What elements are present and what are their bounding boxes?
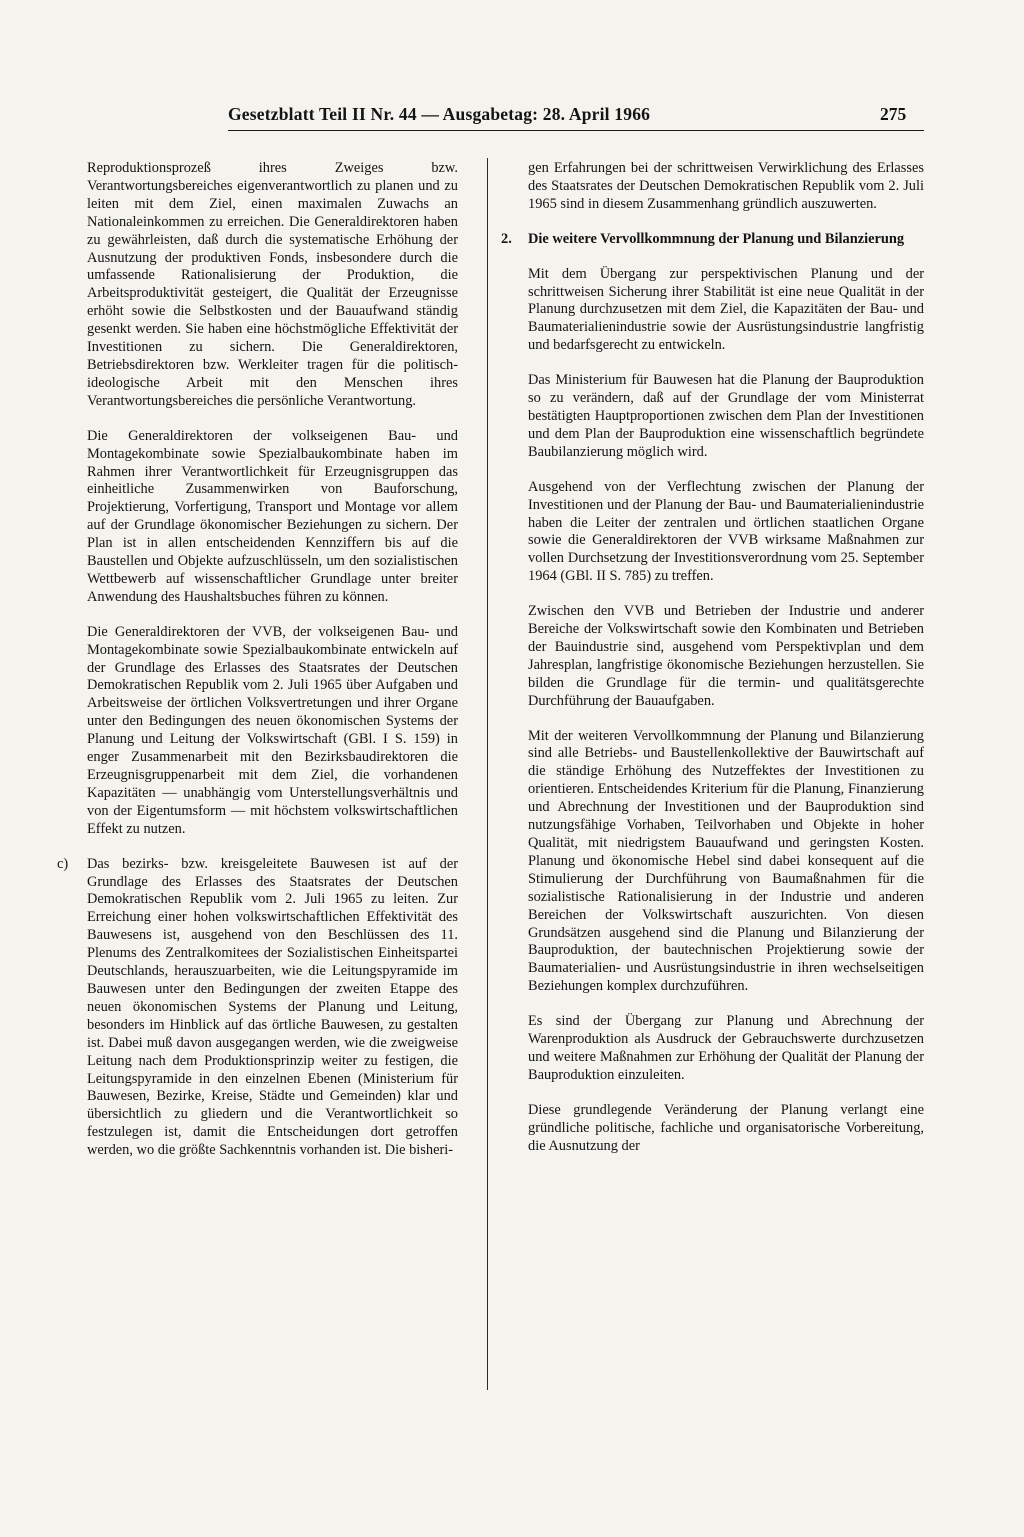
section-heading-text: Die weitere Vervollkommnung der Planung und Bilanzierung: [528, 230, 905, 247]
gazette-header-title: Gesetzblatt Teil II Nr. 44 — Ausgabetag: 28. April 1966: [228, 104, 651, 124]
paragraph-continuation: gen Erfahrungen bei der schrittweisen Verwirklichung des Erlasses des Staatsrates der Deutschen Demokratischen Republik vom 2. Juli 1965 sind in diesem Zusammenhang gründlich auszuwerten.: [528, 160, 924, 212]
list-marker: c): [57, 855, 69, 872]
page-header: [0, 0, 1024, 140]
paragraph: Ausgehend von der Verflechtung zwischen der Planung der Investitionen und der Planung der Bau- und Baumaterialienindustrie haben die Leiter der zentralen und örtlichen staatlichen Organe sowie die Generaldirektoren der VVB wirksame Maßnahmen zur vollen Durchsetzung der Investitionsverordnung vom 25. September 1964 (GBl. II S. 785) zu treffen.: [528, 478, 924, 585]
paragraph: Zwischen den VVB und Betrieben der Industrie und anderer Bereiche der Volkswirtschaft sowie den Kombinaten und Betrieben der Bauindustrie sind, ausgehend vom Perspektivplan und dem Jahresplan, langfristige ökonomische Beziehungen herzustellen. Sie bilden die Grundlage für die termin- und qualitätsgerechte Durchführung der Bauaufgaben.: [528, 603, 924, 709]
paragraph: Mit dem Übergang zur perspektivischen Planung und der schrittweisen Sicherung ihrer Stabilität ist eine neue Qualität in der Planung durchzusetzen mit dem Ziel, die Kapazitäten der Bau- und Baumaterialienindustrie sowie der Ausrüstungsindustrie langfristig und bedarfsgerecht zu entwickeln.: [528, 265, 924, 354]
paragraph: Die Generaldirektoren der volkseigenen Bau- und Montagekombinate sowie Spezialbaukombinate haben im Rahmen ihrer Verantwortlichkeit für Erzeugnisgruppen das einheitliche Zusammenwirken von Bauforschung, Projektierung, Vorfertigung, Transport und Montage vor allem auf der Grundlage ökonomischer Beziehungen zu sichern. Der Plan ist in allen entscheidenden Kennziffern bis auf die Baustellen und Objekte aufzuschlüsseln, um den sozialistischen Wettbewerb auf wissenschaftlicher Grundlage unter breiter Anwendung des Haushaltsbuches führen zu können.: [87, 427, 458, 605]
section-heading: [501, 230, 924, 249]
column-divider: [487, 158, 488, 1390]
list-item-c: [57, 855, 458, 1160]
paragraph: Diese grundlegende Veränderung der Planung verlangt eine gründliche politische, fachliche und organisatorische Vorbereitung, die Ausnutzung der: [528, 1101, 924, 1154]
header-rule: [228, 130, 924, 131]
paragraph: Es sind der Übergang zur Planung und Abrechnung der Warenproduktion als Ausdruck der Gebrauchswerte durchzusetzen und weitere Maßnahmen zur Erhöhung der Qualität der Planung der Bauproduktion einzuleiten.: [528, 1013, 924, 1083]
list-item-text: Das bezirks- bzw. kreisgeleitete Bauwesen ist auf der Grundlage des Erlasses des Staatsrates der Deutschen Demokratischen Republik vom 2. Juli 1965 zu leiten. Zur Erreichung einer hohen volkswirtschaftlichen Effektivität des Bauwesens ist, ausgehend von den Beschlüssen des 11. Plenums des Zentralkomitees der Sozialistischen Einheitspartei Deutschlands, herauszuarbeiten, wie die Leitungspyramide im Bauwesen unter den Bedingungen der zweiten Etappe des neuen ökonomischen Systems der Planung und Leitung, besonders im Hinblick auf das örtliche Bauwesen, zu gestalten ist. Dabei muß davon ausgegangen werden, wie die zweigweise Leitung nach dem Produktionsprinzip weiter zu festigen, die Leitungspyramide in den einzelnen Ebenen (Ministerium für Bauwesen, Bezirke, Kreise, Städte und Gemeinden) klar und übersichtlich zu gliedern und die Verantwortlichkeit so festzulegen ist, damit die Entscheidungen dort getroffen werden, wo die größte Sachkenntnis vorhanden ist. Die bisheri-: [87, 855, 458, 1159]
left-column: [57, 160, 458, 1177]
paragraph: Das Ministerium für Bauwesen hat die Planung der Bauproduktion so zu verändern, daß auf der Grundlage der vom Ministerrat bestätigten Hauptproportionen zwischen dem Plan der Investitionen und dem Plan der Bauproduktion eine wissenschaftlich begründete Baubilanzierung möglich wird.: [528, 372, 924, 460]
paragraph: Reproduktionsprozeß ihres Zweiges bzw. Verantwortungsbereiches eigenverantwortlich zu planen und zu leiten mit dem Ziel, einen maximalen Zuwachs an Nationaleinkommen zu erreichen. Die Generaldirektoren haben zu gewährleisten, daß durch die systematische Erhöhung der Ausnutzung der produktiven Fonds, insbesondere durch die umfassende Rationalisierung der Produktion, die Arbeitsproduktivität gesteigert, die Qualität der Erzeugnisse erhöht sowie die Selbstkosten und der Bauaufwand ständig gesenkt werden. Sie haben eine höchstmögliche Effektivität der Investitionen zu sichern. Die Generaldirektoren, Betriebsdirektoren bzw. Werkleiter tragen für die politisch-ideologische Arbeit mit den Menschen ihres Verantwortungsbereiches die persönliche Verantwortung.: [87, 160, 458, 409]
right-column: [501, 160, 924, 1173]
page-number: 275: [880, 104, 907, 124]
paragraph: Mit der weiteren Vervollkommnung der Planung und Bilanzierung sind alle Betriebs- und Baustellenkollektive der Bauwirtschaft auf die ständige Erhöhung des Nutzeffektes der Investitionen zu orientieren. Entscheidendes Kriterium für die Planung, Finanzierung und Abrechnung der Investitionen und der Bauproduktion sind nutzungsfähige Vorhaben, Teilvorhaben und Objekte in hoher Qualität, mit niedrigstem Bauaufwand und geringsten Kosten. Planung und ökonomische Hebel sind dabei konsequent auf die Stimulierung der Durchführung von Baumaßnahmen für die sozialistische Rationalisierung in der Industrie und anderen Bereichen der Volkswirtschaft auszurichten. Von diesen Grundsätzen ausgehend sind die Planung und Bilanzierung der Bauproduktion, der bautechnischen Projektierung sowie der Baumaterialien- und Ausrüstungsindustrie in ihren wechselseitigen Beziehungen komplex durchzuführen.: [528, 727, 924, 995]
paragraph: Die Generaldirektoren der VVB, der volkseigenen Bau- und Montagekombinate sowie Spezialbaukombinate entwickeln auf der Grundlage des Erlasses des Staatsrates der Deutschen Demokratischen Republik vom 2. Juli 1965 über Aufgaben und Arbeitsweise der örtlichen Volksvertretungen und ihrer Organe unter den Bedingungen des neuen ökonomischen Systems der Planung und Leitung der Volkswirtschaft (GBl. I S. 159) in enger Zusammenarbeit mit den Bezirksbaudirektoren die Erzeugnisgruppenarbeit mit dem Ziel, die vorhandenen Kapazitäten — unabhängig vom Unterstellungsverhältnis und von der Eigentumsform — mit höchstem volkswirtschaftlichen Effekt zu nutzen.: [87, 623, 458, 837]
section-number: 2.: [501, 230, 512, 247]
